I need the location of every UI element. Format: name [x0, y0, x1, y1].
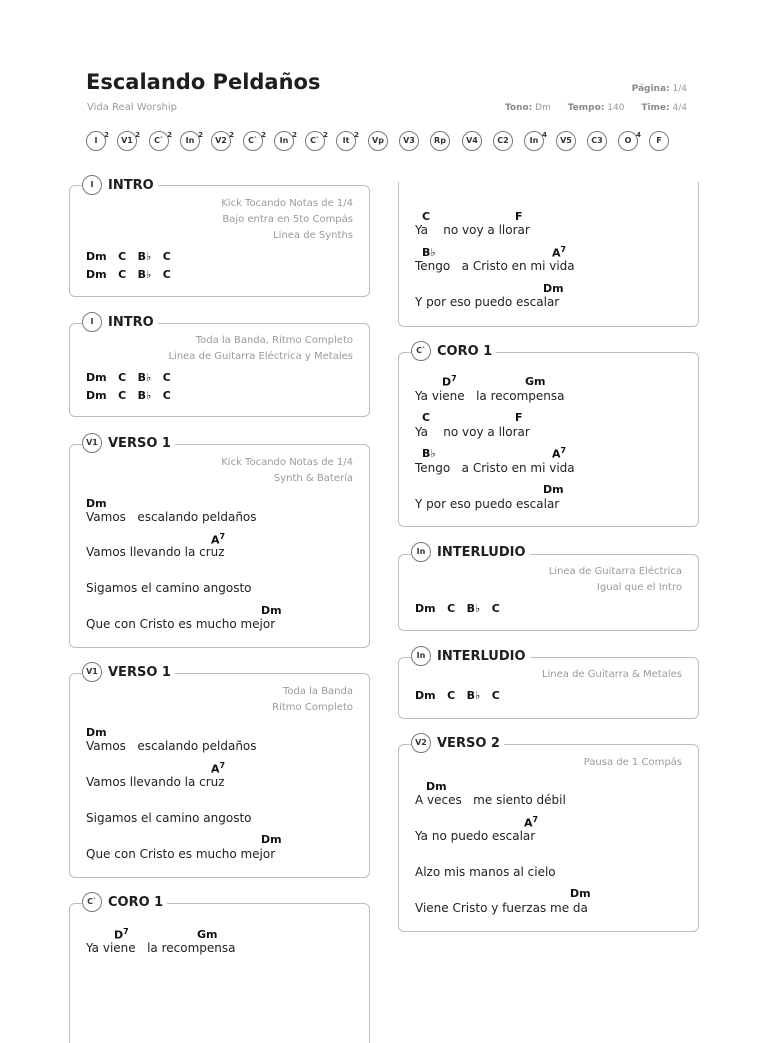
- roadmap-item[interactable]: Rp: [430, 131, 450, 151]
- section-verso-1b-header: [82, 662, 175, 682]
- roadmap-item[interactable]: In 4: [524, 131, 544, 151]
- roadmap-item[interactable]: V5: [556, 131, 576, 151]
- chord-symbol: B♭: [422, 447, 436, 460]
- roadmap-item[interactable]: V4: [462, 131, 482, 151]
- chord-symbol: Dm: [426, 780, 447, 793]
- chord-symbol: F: [515, 210, 523, 223]
- lyric-line: Vamos escalando peldaños: [86, 510, 257, 524]
- page-indicator: [632, 84, 687, 94]
- chord-symbol: Dm: [543, 483, 564, 496]
- section-note: Kick Tocando Notas de 1/4 Synth & Batería: [221, 457, 353, 484]
- section-label: VERSO 1: [108, 664, 171, 680]
- chord-line: Dm C B♭ C: [86, 268, 171, 281]
- lyric-line: Ya no puedo escalar: [415, 829, 536, 843]
- chord-symbol: $A^7$: [524, 815, 539, 830]
- chord-symbol: Dm: [261, 604, 282, 617]
- chord-symbol: Dm: [86, 497, 107, 510]
- lyric-line: Vamos escalando peldaños: [86, 739, 257, 753]
- section-note: Toda la Banda, Ritmo Completo Linea de Guitarra Eléctrica y Metales: [168, 335, 353, 362]
- chord-symbol: Gm: [525, 375, 546, 388]
- roadmap-item[interactable]: In 2: [180, 131, 200, 151]
- song-meta: [505, 103, 687, 113]
- lyric-line: Ya no voy a llorar: [415, 223, 530, 237]
- section-label: CORO 1: [108, 894, 164, 910]
- lyric-line: Ya viene la recompensa: [415, 389, 565, 403]
- section-verso-1-header: [82, 433, 175, 453]
- page-value: 1/4: [672, 84, 687, 94]
- roadmap-item[interactable]: In 2: [274, 131, 294, 151]
- tono-label: Tono:: [504, 103, 533, 113]
- chord-symbol: Dm: [261, 833, 282, 846]
- chord-line: Dm C B♭ C: [415, 689, 500, 702]
- section-label: VERSO 2: [437, 735, 500, 751]
- time-label: Time:: [641, 103, 670, 113]
- chord-symbol: $A^7$: [211, 532, 226, 547]
- section-label: VERSO 1: [108, 435, 171, 451]
- lyric-line: A veces me siento débil: [415, 793, 566, 807]
- section-badge: V2: [411, 733, 431, 753]
- roadmap-item[interactable]: C3: [587, 131, 607, 151]
- section-coro-1-box: [69, 903, 370, 1043]
- section-note: Toda la Banda Ritmo Completo: [272, 686, 353, 713]
- roadmap-item[interactable]: C` 2: [243, 131, 263, 151]
- chord-symbol: $A^7$: [552, 446, 567, 461]
- section-note: Pausa de 1 Compás: [583, 757, 682, 768]
- lyric-line: Que con Cristo es mucho mejor: [86, 617, 276, 631]
- roadmap-item[interactable]: C2: [493, 131, 513, 151]
- chord-symbol: C: [422, 411, 431, 424]
- time-value: 4/4: [672, 103, 687, 113]
- lyric-line: Ya viene la recompensa: [86, 941, 236, 955]
- lyric-line: Que con Cristo es mucho mejor: [86, 847, 276, 861]
- chord-symbol: F: [515, 411, 523, 424]
- chord-symbol: Dm: [543, 282, 564, 295]
- chord-symbol: $A^7$: [211, 761, 226, 776]
- page-label: Página:: [631, 84, 670, 94]
- section-verso-2-header: [411, 733, 504, 753]
- tempo-value: 140: [607, 103, 625, 113]
- song-artist: Vida Real Worship: [87, 102, 177, 113]
- chord-line: Dm C B♭ C: [86, 389, 171, 402]
- lyric-line: Sigamos el camino angosto: [86, 811, 252, 825]
- section-label: INTERLUDIO: [437, 544, 526, 560]
- section-label: INTRO: [108, 314, 154, 330]
- section-intro-1-header: [82, 175, 158, 195]
- tempo-label: Tempo:: [567, 103, 605, 113]
- roadmap-item[interactable]: C` 2: [149, 131, 169, 151]
- roadmap-item[interactable]: V2 2: [211, 131, 231, 151]
- lyric-line: Vamos llevando la cruz: [86, 775, 225, 789]
- lyric-line: Tengo a Cristo en mi vida: [415, 259, 575, 273]
- chord-symbol: $A^7$: [552, 245, 567, 260]
- section-note: Linea de Guitarra Eléctrica Igual que el Intro: [548, 566, 682, 593]
- lyric-line: Y por eso puedo escalar: [415, 295, 560, 309]
- song-title: Escalando Peldaños: [86, 70, 321, 94]
- section-badge: C`: [411, 341, 431, 361]
- chord-line: Dm C B♭ C: [415, 602, 500, 615]
- chord-symbol: C: [422, 210, 431, 223]
- section-badge: I: [82, 175, 102, 195]
- lyric-line: Y por eso puedo escalar: [415, 497, 560, 511]
- section-note: Linea de Guitarra & Metales: [541, 669, 682, 680]
- roadmap-item[interactable]: F: [649, 131, 669, 151]
- chord-line: Dm C B♭ C: [86, 371, 171, 384]
- chord-symbol: Dm: [570, 887, 591, 900]
- section-badge: V1: [82, 662, 102, 682]
- lyric-line: Alzo mis manos al cielo: [415, 865, 556, 879]
- roadmap-item[interactable]: O 4: [618, 131, 638, 151]
- section-interludio-1-header: [411, 542, 530, 562]
- section-label: CORO 1: [437, 343, 493, 359]
- lyric-line: Tengo a Cristo en mi vida: [415, 461, 575, 475]
- section-badge: C`: [82, 892, 102, 912]
- section-label: INTRO: [108, 177, 154, 193]
- lyric-line: Ya no voy a llorar: [415, 425, 530, 439]
- lyric-line: Vamos llevando la cruz: [86, 545, 225, 559]
- section-badge: In: [411, 646, 431, 666]
- chord-symbol: $D^7$: [114, 927, 129, 942]
- lyric-line: Sigamos el camino angosto: [86, 581, 252, 595]
- section-badge: V1: [82, 433, 102, 453]
- lyric-line: Viene Cristo y fuerzas me da: [415, 901, 588, 915]
- roadmap-item[interactable]: V1 2: [117, 131, 137, 151]
- roadmap-item[interactable]: C` 2: [305, 131, 325, 151]
- section-badge: In: [411, 542, 431, 562]
- section-note: Kick Tocando Notas de 1/4 Bajo entra en 5to Compás Linea de Synths: [221, 198, 353, 241]
- roadmap-item[interactable]: I 2: [86, 131, 106, 151]
- section-coro-1b-header: [411, 341, 496, 361]
- chord-symbol: Dm: [86, 726, 107, 739]
- section-coro-1-header: [82, 892, 167, 912]
- section-label: INTERLUDIO: [437, 648, 526, 664]
- section-badge: I: [82, 312, 102, 332]
- tono-value: Dm: [535, 103, 551, 113]
- roadmap-item[interactable]: V3: [399, 131, 419, 151]
- section-interludio-2-header: [411, 646, 530, 666]
- chord-symbol: Gm: [197, 928, 218, 941]
- roadmap-item[interactable]: Vp: [368, 131, 388, 151]
- section-intro-2-header: [82, 312, 158, 332]
- chord-symbol: $D^7$: [442, 374, 457, 389]
- roadmap-item[interactable]: It 2: [336, 131, 356, 151]
- chord-line: Dm C B♭ C: [86, 250, 171, 263]
- chord-symbol: B♭: [422, 246, 436, 259]
